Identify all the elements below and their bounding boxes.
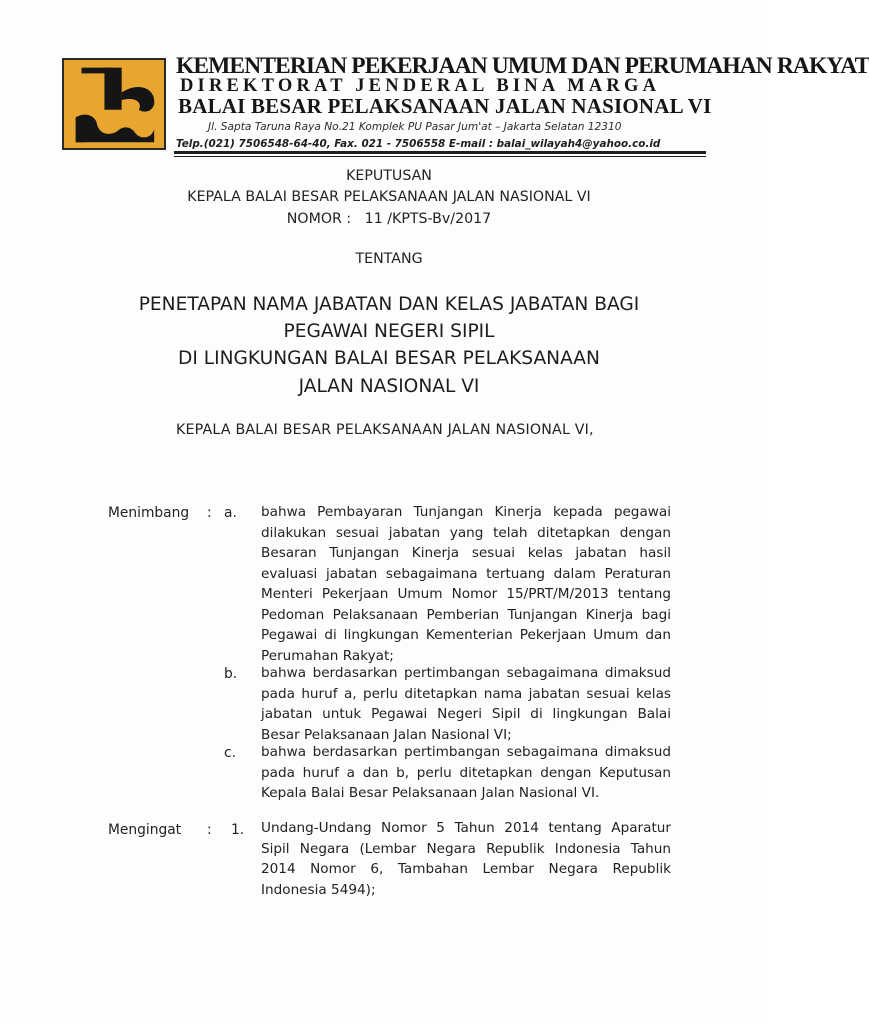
pu-emblem-icon xyxy=(64,60,164,148)
decree-issuer: KEPALA BALAI BESAR PELAKSANAAN JALAN NASIONAL VI xyxy=(187,189,591,205)
considering-item-b: bahwa berdasarkan pertimbangan sebagaimana dimaksud pada huruf a, perlu ditetapkan nama jabatan sesuai kelas jabatan untuk Pegawai Negeri Sipil di lingkungan Balai Besar Pelaksanaan Jalan Nasional VI; xyxy=(261,665,671,743)
considering-colon: : xyxy=(207,505,212,521)
letterhead-directorate: DIREKTORAT JENDERAL BINA MARGA xyxy=(180,76,661,96)
subject-line: PEGAWAI NEGERI SIPIL xyxy=(283,321,495,342)
subject-line: DI LINGKUNGAN BALAI BESAR PELAKSANAAN xyxy=(178,348,600,369)
letterhead-address: Jl. Sapta Taruna Raya No.21 Komplek PU Pasar Jum'at – Jakarta Selatan 12310 xyxy=(208,121,622,133)
letterhead-ministry: KEMENTERIAN PEKERJAAN UMUM DAN PERUMAHAN RAKYAT xyxy=(176,53,869,79)
letterhead-office: BALAI BESAR PELAKSANAAN JALAN NASIONAL VI xyxy=(178,94,712,118)
decree-number-label: NOMOR : xyxy=(286,211,352,227)
letterhead-rule-thick xyxy=(174,151,706,154)
considering-item-a: bahwa Pembayaran Tunjangan Kinerja kepada pegawai dilakukan sesuai jabatan yang telah ditetapkan dengan Besaran Tunjangan Kinerja sesuai kelas jabatan hasil evaluasi jabatan sebagaimana tertuang dalam Peraturan Menteri Pekerjaan Umum Nomor 15/PRT/M/2013 tentang Pedoman Pelaksanaan Pemberian Tunjangan Kinerja bagi Pegawai di lingkungan Kementerian Pekerjaan Umum dan Perumahan Rakyat; xyxy=(261,504,671,664)
decree-type: KEPUTUSAN xyxy=(346,168,432,184)
considering-item-c: bahwa berdasarkan pertimbangan sebagaimana dimaksud pada huruf a dan b, perlu ditetapkan dengan Keputusan Kepala Balai Besar Pelaksanaan Jalan Nasional VI. xyxy=(261,744,671,801)
considering-label: Menimbang xyxy=(108,505,190,521)
decree-number: 11 /KPTS-Bv/2017 xyxy=(364,211,492,227)
recalling-item-1: Undang-Undang Nomor 5 Tahun 2014 tentang Aparatur Sipil Negara (Lembar Negara Republik Indonesia Tahun 2014 Nomor 6, Tambahan Lembar Negara Republik Indonesia 5494); xyxy=(261,820,671,898)
considering-mark-b: b. xyxy=(224,666,238,682)
recalling-label: Mengingat xyxy=(108,822,182,838)
letterhead-rule-thin xyxy=(174,156,706,157)
subject-line: PENETAPAN NAMA JABATAN DAN KELAS JABATAN BAGI xyxy=(138,294,640,315)
ministry-logo xyxy=(62,58,166,150)
decree-number-line xyxy=(0,211,778,227)
decree-about: TENTANG xyxy=(355,251,423,267)
recalling-colon: : xyxy=(207,822,212,838)
considering-mark-c: c. xyxy=(224,745,236,761)
recalling-mark-1: 1. xyxy=(231,822,245,838)
considering-mark-a: a. xyxy=(224,505,237,521)
subject-line: JALAN NASIONAL VI xyxy=(298,376,480,397)
letterhead-contact: Telp.(021) 7506548-64-40, Fax. 021 - 7506558 E-mail : balai_wilayah4@yahoo.co.id xyxy=(176,138,661,150)
authority-line: KEPALA BALAI BESAR PELAKSANAAN JALAN NASIONAL VI, xyxy=(176,422,594,438)
